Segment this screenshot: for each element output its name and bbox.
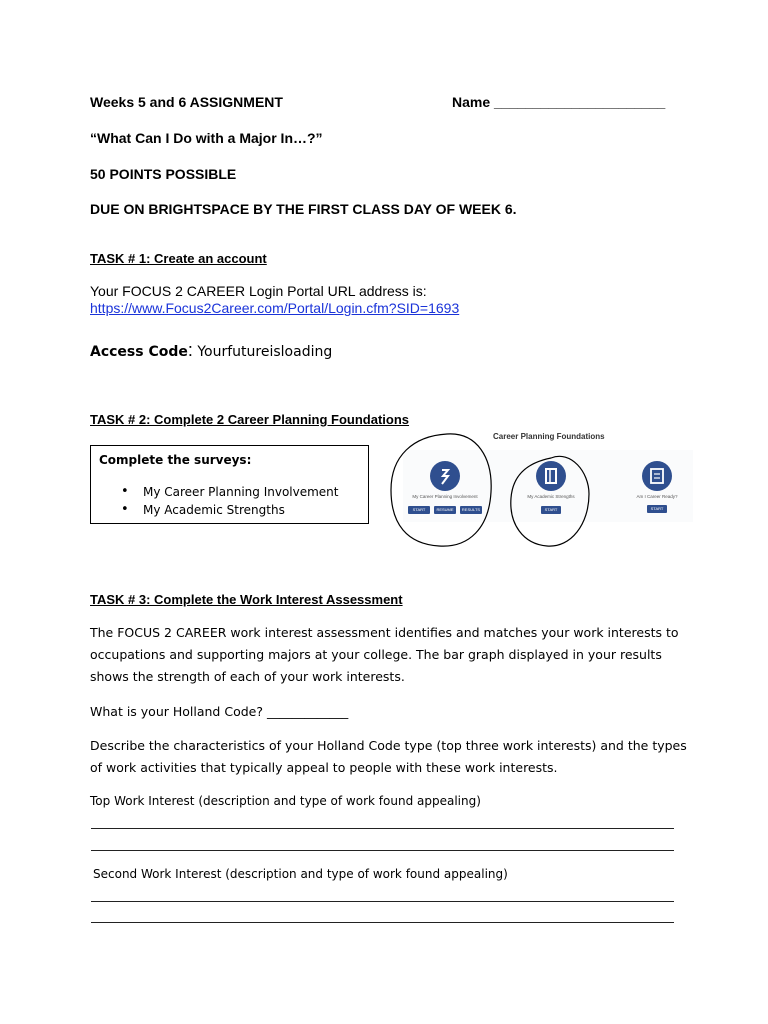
start-button[interactable]: START	[541, 506, 561, 514]
answer-line[interactable]	[91, 901, 674, 902]
answer-line[interactable]	[91, 922, 674, 923]
access-code-label: Access Code	[90, 344, 188, 360]
assignment-subtitle: “What Can I Do with a Major In…?”	[90, 130, 323, 146]
task1-heading: TASK # 1: Create an account	[90, 251, 267, 266]
top-interest-label: Top Work Interest (description and type of work found appealing)	[90, 794, 481, 808]
answer-line[interactable]	[91, 850, 674, 851]
paragraph-line: occupations and supporting majors at your college. The bar graph displayed in your results	[90, 647, 662, 662]
task2-heading: TASK # 2: Complete 2 Career Planning Foundations	[90, 412, 410, 427]
access-code-value: Yourfutureisloading	[197, 344, 333, 360]
name-field: Name ______________________	[452, 94, 666, 110]
paragraph-line: of work activities that typically appeal to people with these work interests.	[90, 760, 558, 775]
access-code-colon: :	[187, 340, 193, 360]
task3-paragraph1	[90, 622, 679, 688]
academic-strengths-icon	[536, 461, 566, 491]
survey-box-title: Complete the surveys:	[99, 453, 252, 467]
results-button[interactable]: RESULTS	[461, 507, 481, 512]
task3-heading: TASK # 3: Complete the Work Interest Assessment	[90, 592, 403, 607]
points-text: 50 POINTS POSSIBLE	[90, 166, 237, 182]
paragraph-line: Describe the characteristics of your Holland Code type (top three work interests) and the types	[90, 738, 687, 753]
survey-list	[91, 483, 338, 519]
answer-line[interactable]	[91, 828, 674, 829]
paragraph-line: shows the strength of each of your work interests.	[90, 669, 405, 684]
task1-intro: Your FOCUS 2 CAREER Login Portal URL address is:	[90, 283, 427, 299]
portal-link[interactable]: https://www.Focus2Career.com/Portal/Login.cfm?SID=1693	[90, 300, 460, 316]
career-foundations-image	[385, 428, 705, 552]
foundations-title: Career Planning Foundations	[493, 432, 605, 441]
paragraph-line: The FOCUS 2 CAREER work interest assessment identifies and matches your work interests to	[90, 625, 679, 640]
career-involvement-icon	[430, 461, 460, 491]
task3-paragraph2	[90, 735, 687, 779]
survey-item: • My Career Planning Involvement	[143, 483, 338, 501]
start-over-button[interactable]: START OVER	[408, 506, 430, 514]
card-label: Am I Career Ready?	[636, 494, 678, 499]
survey-item: • My Academic Strengths	[143, 501, 338, 519]
card-label: My Academic Strengths	[527, 494, 575, 499]
assignment-title: Weeks 5 and 6 ASSIGNMENT	[90, 94, 283, 110]
survey-box	[90, 445, 369, 524]
holland-code-question: What is your Holland Code? _____________	[90, 704, 349, 719]
resume-button[interactable]: RESUME	[434, 506, 456, 514]
card-label: My Career Planning Involvement	[412, 494, 478, 499]
second-interest-label: Second Work Interest (description and type of work found appealing)	[93, 867, 508, 881]
start-button[interactable]: START	[647, 505, 667, 513]
access-code-line	[90, 340, 332, 361]
due-text: DUE ON BRIGHTSPACE BY THE FIRST CLASS DAY OF WEEK 6.	[90, 201, 517, 217]
career-ready-icon	[642, 461, 672, 491]
